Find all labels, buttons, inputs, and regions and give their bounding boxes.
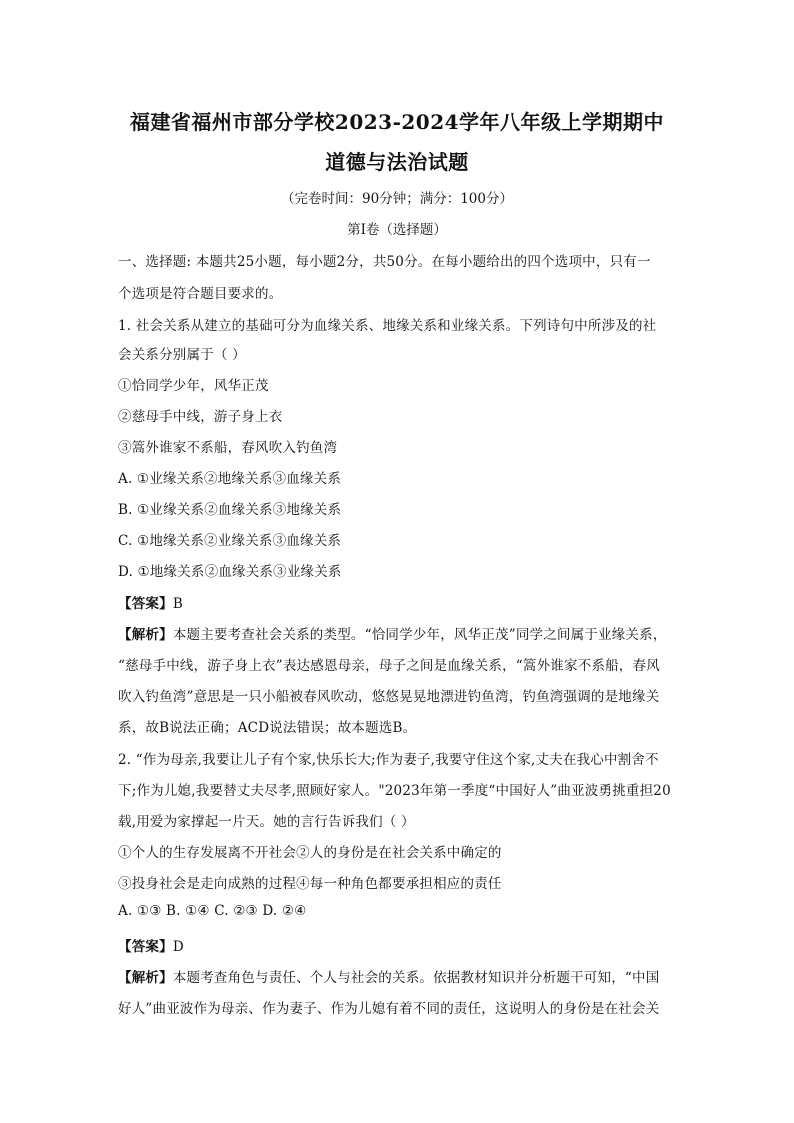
q1-stem-line1: 1. 社会关系从建立的基础可分为血缘关系、地缘关系和业缘关系。下列诗句中所涉及的社 [118, 318, 657, 334]
q1-answer-value: B [172, 596, 183, 612]
instructions-line2: 个选项是符合题目要求的。 [118, 286, 283, 302]
q2-items-line1: ①个人的生存发展离不开社会②人的身份是在社会关系中确定的 [118, 845, 502, 861]
q1-option-d: D. ①地缘关系②血缘关系③业缘关系 [118, 564, 342, 580]
q2-answer-value: D [172, 939, 184, 955]
doc-title-line2: 道德与法治试题 [325, 150, 469, 174]
q1-option-c: C. ①地缘关系②业缘关系③血缘关系 [118, 533, 342, 549]
q2-stem-line3: 载,用爱为家撑起一片天。她的言行告诉我们（ ） [118, 814, 415, 830]
q1-analysis-text1: 本题主要考查社会关系的类型。“恰同学少年，风华正茂”同学之间属于业缘关系， [172, 627, 667, 643]
instructions-line1: 一、选择题: 本题共25小题，每小题2分，共50分。在每小题给出的四个选项中，只有一 [118, 254, 651, 270]
q2-stem-line1: 2. “作为母亲,我要让儿子有个家,快乐长大;作为妻子,我要守住这个家,丈夫在我心中割舍不 [118, 752, 659, 768]
q1-answer [118, 592, 688, 612]
q1-analysis-line3: 吹入钓鱼湾”意思是一只小船被春风吹动，悠悠晃晃地漂进钓鱼湾，钓鱼湾强调的是地缘关 [118, 689, 660, 705]
q2-answer-label: 【答案】 [118, 939, 173, 955]
q1-analysis-label: 【解析】 [118, 627, 173, 643]
q1-answer-label: 【答案】 [118, 596, 173, 612]
q2-answer [118, 935, 688, 955]
q1-analysis-line4: 系，故B说法正确；ACD说法错误；故本题选B。 [118, 720, 417, 736]
doc-title-line1: 福建省福州市部分学校2023-2024学年八年级上学期期中 [129, 110, 665, 134]
q1-item2: ②慈母手中线，游子身上衣 [118, 409, 283, 425]
q2-analysis-text1: 本题考查角色与责任、个人与社会的关系。依据教材知识并分析题干可知，“中国 [172, 970, 660, 986]
q1-item3: ③篙外谁家不系船，春风吹入钓鱼湾 [118, 440, 338, 456]
q2-options: A. ①③ B. ①④ C. ②③ D. ②④ [118, 903, 307, 919]
q1-item1: ①恰同学少年，风华正茂 [118, 378, 269, 394]
q2-stem-line2: 下;作为儿媳,我要替丈夫尽孝,照顾好家人。"2023年第一季度“中国好人”曲亚波勇挑重担20 [118, 783, 671, 799]
q1-option-a: A. ①业缘关系②地缘关系③血缘关系 [118, 471, 342, 487]
q2-analysis-label: 【解析】 [118, 970, 173, 986]
exam-info: （完卷时间：90分钟；满分：100分） [281, 191, 513, 207]
q1-analysis-line1 [118, 623, 688, 643]
q1-analysis-line2: “慈母手中线，游子身上衣”表达感恩母亲，母子之间是血缘关系，“篙外谁家不系船，春风 [118, 658, 660, 674]
section-title: 第I卷（选择题） [347, 222, 447, 238]
q1-option-b: B. ①业缘关系②血缘关系③地缘关系 [118, 502, 342, 518]
q2-analysis-line2: 好人”曲亚波作为母亲、作为妻子、作为儿媳有着不同的责任，这说明人的身份是在社会关 [118, 1001, 660, 1017]
q1-stem-line2: 会关系分别属于（ ） [118, 347, 246, 363]
q2-analysis-line1 [118, 966, 688, 986]
q2-items-line2: ③投身社会是走向成熟的过程④每一种角色都要承担相应的责任 [118, 876, 502, 892]
